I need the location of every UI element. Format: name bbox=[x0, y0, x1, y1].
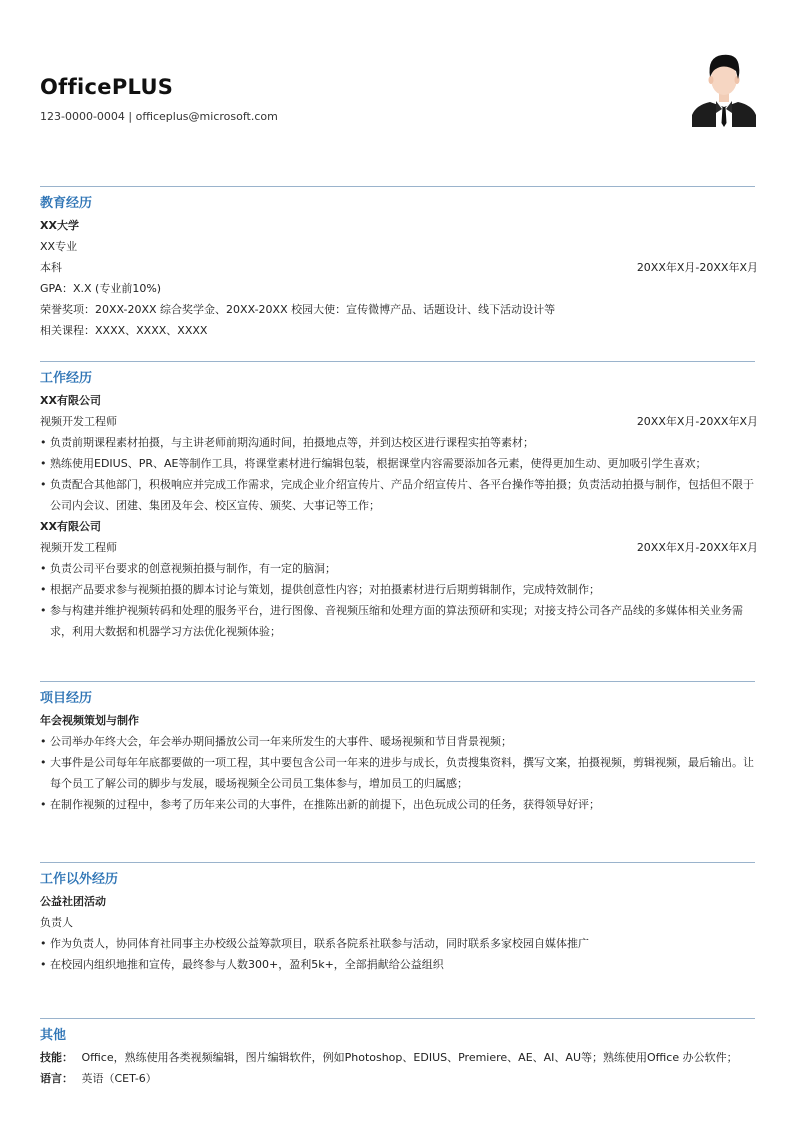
section-title-extra: 工作以外经历 bbox=[40, 872, 119, 887]
section-divider bbox=[40, 186, 755, 187]
job-date: 20XX年X月-20XX年X月 bbox=[636, 415, 758, 428]
education-section bbox=[40, 186, 760, 341]
avatar-photo bbox=[692, 43, 756, 127]
extra-bullet: • 在校园内组织地推和宣传，最终参与人数300+，盈利5k+，全部捐献给公益组织 bbox=[40, 954, 760, 975]
job-role: 视频开发工程师 bbox=[40, 415, 117, 428]
honors: 荣誉奖项：20XX-20XX 综合奖学金、20XX-20XX 校园大使：宣传微博产品、话题设计、线下活动设计等 bbox=[40, 303, 556, 316]
gpa: GPA：X.X (专业前10%) bbox=[40, 282, 162, 295]
section-divider bbox=[40, 361, 755, 362]
section-divider bbox=[40, 1018, 755, 1019]
company-name: XX有限公司 bbox=[40, 520, 101, 533]
job-role: 视频开发工程师 bbox=[40, 541, 117, 554]
section-title-other: 其他 bbox=[40, 1028, 67, 1043]
language-text: 英语（CET-6） bbox=[81, 1072, 157, 1085]
school-name: XX大学 bbox=[40, 219, 79, 232]
project-section bbox=[40, 681, 760, 815]
contact-info: 123-0000-0004 | officeplus@microsoft.com bbox=[40, 110, 278, 123]
org-name: 公益社团活动 bbox=[40, 895, 106, 908]
job-bullet: • 根据产品要求参与视频拍摄的脚本讨论与策划，提供创意性内容；对拍摄素材进行后期剪辑制作，完成特效制作； bbox=[40, 579, 760, 600]
section-title-work: 工作经历 bbox=[40, 371, 93, 386]
job-date: 20XX年X月-20XX年X月 bbox=[636, 541, 758, 554]
job-bullet: • 负责前期课程素材拍摄，与主讲老师前期沟通时间，拍摄地点等，并到达校区进行课程实拍等素材； bbox=[40, 432, 760, 453]
degree: 本科 bbox=[40, 261, 62, 274]
section-divider bbox=[40, 862, 755, 863]
job-role-row bbox=[40, 537, 760, 558]
work-section bbox=[40, 361, 760, 642]
section-divider bbox=[40, 681, 755, 682]
skills-row bbox=[40, 1047, 760, 1068]
job-role-row bbox=[40, 411, 760, 432]
major: XX专业 bbox=[40, 240, 78, 253]
org-role: 负责人 bbox=[40, 916, 73, 929]
section-title-project: 项目经历 bbox=[40, 691, 93, 706]
job-bullet: • 参与构建并维护视频转码和处理的服务平台，进行图像、音视频压缩和处理方面的算法预研和实现；对接支持公司各产品线的多媒体相关业务需求，利用大数据和机器学习方法优化视频体验； bbox=[40, 600, 760, 642]
job-bullet: • 负责配合其他部门，积极响应并完成工作需求，完成企业介绍宣传片、产品介绍宣传片、各平台操作等拍摄；负责活动拍摄与制作，包括但不限于公司内会议、团建、集团及年会、校区宣传、颁奖、大事记等工作； bbox=[40, 474, 760, 516]
skills-text: Office，熟练使用各类视频编辑，图片编辑软件，例如Photoshop、EDIUS、Premiere、AE、AI、AU等；熟练使用Office 办公软件； bbox=[81, 1051, 738, 1064]
skills-label: 技能： bbox=[40, 1051, 73, 1064]
extra-bullet: • 作为负责人，协同体育社同事主办校级公益筹款项目，联系各院系社联参与活动，同时联系多家校园自媒体推广 bbox=[40, 933, 760, 954]
project-name: 年会视频策划与制作 bbox=[40, 714, 139, 727]
project-bullet: • 大事件是公司每年年底都要做的一项工程，其中要包含公司一年来的进步与成长，负责搜集资料，撰写文案，拍摄视频，剪辑视频，最后输出。让每个员工了解公司的脚步与发展，暖场视频全公司员工集体参与，增加员工的归属感； bbox=[40, 752, 760, 794]
degree-row bbox=[40, 257, 760, 278]
section-title-education: 教育经历 bbox=[40, 196, 93, 211]
language-label: 语言： bbox=[40, 1072, 73, 1085]
courses: 相关课程：XXXX、XXXX、XXXX bbox=[40, 324, 208, 337]
education-date: 20XX年X月-20XX年X月 bbox=[636, 261, 758, 274]
job-bullet: • 负责公司平台要求的创意视频拍摄与制作，有一定的脑洞； bbox=[40, 558, 760, 579]
project-bullet: • 公司举办年终大会，年会举办期间播放公司一年来所发生的大事件、暖场视频和节目背景视频； bbox=[40, 731, 760, 752]
candidate-name: OfficePLUS bbox=[40, 75, 174, 99]
job-bullet: • 熟练使用EDIUS、PR、AE等制作工具，将课堂素材进行编辑包装，根据课堂内容需要添加各元素，使得更加生动、更加吸引学生喜欢； bbox=[40, 453, 760, 474]
other-section bbox=[40, 1018, 760, 1089]
extra-section bbox=[40, 862, 760, 975]
language-row bbox=[40, 1068, 760, 1089]
company-name: XX有限公司 bbox=[40, 394, 101, 407]
project-bullet: • 在制作视频的过程中，参考了历年来公司的大事件，在推陈出新的前提下，出色玩成公司的任务，获得领导好评； bbox=[40, 794, 760, 815]
